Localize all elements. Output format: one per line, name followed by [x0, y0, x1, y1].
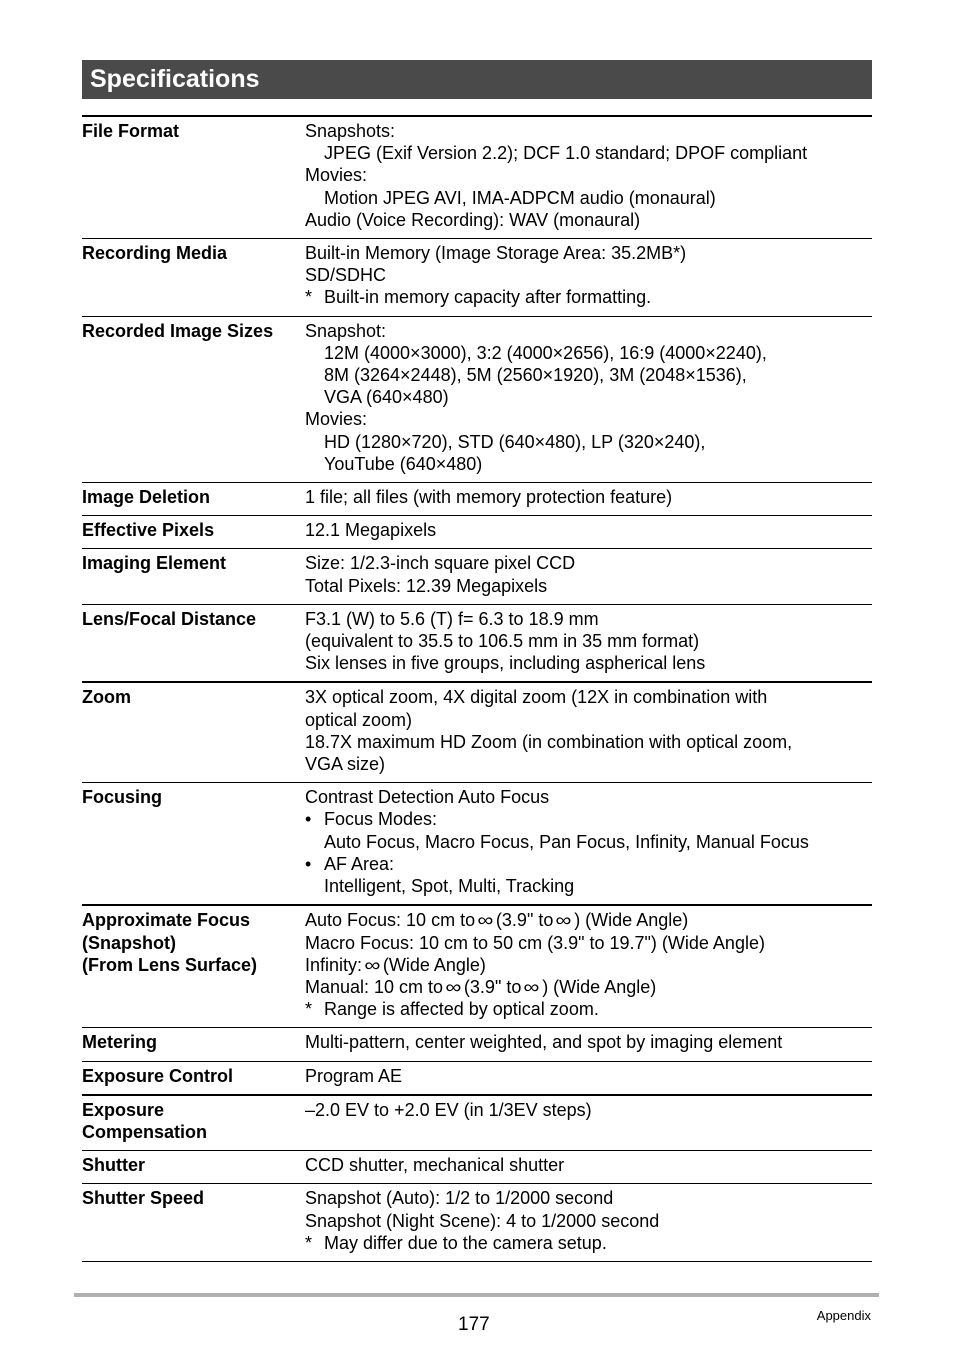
- spec-line: Snapshots:: [305, 121, 396, 141]
- bullet-text: AF Area:: [324, 853, 395, 874]
- spec-line: [305, 954, 872, 976]
- spec-line: –2.0 EV to +2.0 EV (in 1/3EV steps): [305, 1099, 592, 1120]
- text-part: ) (Wide Angle): [574, 910, 689, 931]
- spec-line: [305, 909, 872, 931]
- spec-label: Image Deletion: [82, 487, 211, 508]
- spec-label: [82, 909, 305, 1020]
- spec-line: Total Pixels: 12.39 Megapixels: [305, 575, 548, 596]
- spec-label-line: (Snapshot): [82, 932, 176, 953]
- spec-label: Recording Media: [82, 243, 228, 264]
- spec-value: [305, 786, 872, 897]
- spec-label: Imaging Element: [82, 553, 227, 574]
- spec-label: Lens/Focal Distance: [82, 608, 257, 629]
- spec-line: YouTube (640×480): [324, 453, 483, 474]
- spec-label: Shutter: [82, 1155, 145, 1176]
- spec-row-lens: [82, 605, 872, 684]
- spec-label: Effective Pixels: [82, 520, 215, 541]
- spec-line: SD/SDHC: [305, 265, 387, 286]
- note-mark: *: [305, 999, 313, 1020]
- spec-value: [305, 320, 872, 475]
- spec-note: [305, 998, 872, 1020]
- spec-line: optical zoom): [305, 709, 413, 730]
- spec-line: Macro Focus: 10 cm to 50 cm (3.9" to 19.7") (Wide Angle): [305, 932, 765, 953]
- spec-value: [305, 1031, 872, 1053]
- spec-row-image-sizes: [82, 317, 872, 483]
- spec-line: 3X optical zoom, 4X digital zoom (12X in combination with: [305, 687, 768, 708]
- spec-line: 8M (3264×2448), 5M (2560×1920), 3M (2048×1536),: [324, 365, 747, 386]
- infinity-symbol: ∞: [445, 976, 462, 997]
- spec-line: 12M (4000×3000), 3:2 (4000×2656), 16:9 (4000×2240),: [324, 342, 767, 363]
- spec-row-recording-media: [82, 239, 872, 317]
- spec-row-image-deletion: [82, 483, 872, 516]
- spec-value: [305, 486, 872, 508]
- footer-section-label: Appendix: [816, 1308, 871, 1323]
- spec-line: Snapshot:: [305, 320, 387, 341]
- spec-label: Exposure Control: [82, 1065, 234, 1086]
- spec-line: Movies:: [305, 409, 368, 430]
- spec-line: Snapshot (Auto): 1/2 to 1/2000 second: [305, 1188, 614, 1209]
- spec-table: [82, 115, 872, 1262]
- spec-label: Recorded Image Sizes: [82, 320, 274, 341]
- spec-value: [305, 686, 872, 775]
- spec-row-zoom: [82, 683, 872, 783]
- spec-line: (equivalent to 35.5 to 106.5 mm in 35 mm format): [305, 631, 700, 652]
- text-part: ) (Wide Angle): [542, 976, 657, 997]
- spec-value: [305, 1154, 872, 1176]
- spec-row-file-format: [82, 117, 872, 239]
- spec-bullet-line: [305, 853, 872, 875]
- spec-value: [305, 519, 872, 541]
- note-text: Built-in memory capacity after formatting.: [324, 287, 652, 308]
- spec-line: Movies:: [305, 165, 368, 186]
- spec-line: Six lenses in five groups, including aspherical lens: [305, 653, 706, 674]
- spec-line: VGA (640×480): [324, 387, 449, 408]
- text-part: Auto Focus: 10 cm to: [305, 910, 476, 931]
- spec-row-shutter-speed: [82, 1184, 872, 1262]
- spec-label: Focusing: [82, 787, 162, 808]
- spec-line: Intelligent, Spot, Multi, Tracking: [324, 876, 575, 897]
- spec-value: [305, 1187, 872, 1254]
- footer-divider: [74, 1293, 879, 1297]
- spec-row-exposure-compensation: [82, 1096, 872, 1151]
- spec-line: Audio (Voice Recording): WAV (monaural): [305, 209, 641, 230]
- spec-line: F3.1 (W) to 5.6 (T) f= 6.3 to 18.9 mm: [305, 608, 599, 629]
- spec-row-metering: [82, 1028, 872, 1061]
- spec-row-effective-pixels: [82, 516, 872, 549]
- spec-line: 1 file; all files (with memory protection feature): [305, 487, 673, 508]
- spec-value: [305, 120, 872, 231]
- infinity-symbol: ∞: [477, 910, 494, 931]
- spec-row-approximate-focus: [82, 906, 872, 1028]
- spec-note: [305, 286, 872, 308]
- note-mark: *: [305, 287, 313, 308]
- spec-label: File Format: [82, 121, 180, 141]
- note-text: May differ due to the camera setup.: [324, 1232, 607, 1253]
- spec-line: Size: 1/2.3-inch square pixel CCD: [305, 553, 576, 574]
- spec-line: VGA size): [305, 754, 386, 775]
- text-part: (3.9" to: [495, 910, 554, 931]
- bullet-mark: •: [305, 809, 312, 830]
- spec-row-focusing: [82, 783, 872, 906]
- spec-value: [305, 242, 872, 309]
- spec-line: Snapshot (Night Scene): 4 to 1/2000 second: [305, 1210, 660, 1231]
- infinity-symbol: ∞: [364, 954, 381, 975]
- spec-line: 12.1 Megapixels: [305, 520, 437, 541]
- spec-value: [305, 552, 872, 596]
- spec-line: [305, 976, 872, 998]
- bullet-mark: •: [305, 853, 312, 874]
- spec-row-shutter: [82, 1151, 872, 1184]
- infinity-symbol: ∞: [523, 976, 540, 997]
- spec-line: Motion JPEG AVI, IMA-ADPCM audio (monaural): [324, 187, 716, 208]
- spec-line: JPEG (Exif Version 2.2); DCF 1.0 standard; DPOF compliant: [324, 143, 808, 164]
- spec-label: Metering: [82, 1032, 158, 1053]
- spec-line: Built-in Memory (Image Storage Area: 35.2MB*): [305, 243, 687, 264]
- spec-note: [305, 1232, 872, 1254]
- text-part: Manual: 10 cm to: [305, 976, 444, 997]
- text-part: Infinity:: [305, 954, 363, 975]
- spec-value: [305, 608, 872, 675]
- note-mark: *: [305, 1232, 313, 1253]
- spec-value: [305, 1065, 872, 1087]
- spec-value: [305, 909, 872, 1020]
- spec-label-line: (From Lens Surface): [82, 954, 258, 975]
- text-part: (3.9" to: [463, 976, 522, 997]
- spec-bullet-line: [305, 808, 872, 830]
- section-header: [82, 60, 872, 99]
- spec-label-line: Compensation: [82, 1121, 208, 1142]
- spec-line: CCD shutter, mechanical shutter: [305, 1155, 565, 1176]
- spec-label-line: Approximate Focus: [82, 910, 251, 931]
- spec-label: Zoom: [82, 687, 131, 708]
- spec-line: Multi-pattern, center weighted, and spot by imaging element: [305, 1032, 783, 1053]
- spec-line: Auto Focus, Macro Focus, Pan Focus, Infinity, Manual Focus: [324, 831, 809, 852]
- bullet-text: Focus Modes:: [324, 809, 438, 830]
- spec-label-line: Exposure: [82, 1099, 165, 1120]
- spec-label: Shutter Speed: [82, 1188, 205, 1209]
- infinity-symbol: ∞: [555, 910, 572, 931]
- spec-value: [305, 1099, 872, 1143]
- spec-line: 18.7X maximum HD Zoom (in combination with optical zoom,: [305, 731, 793, 752]
- spec-row-imaging-element: [82, 549, 872, 604]
- spec-line: Contrast Detection Auto Focus: [305, 787, 550, 808]
- spec-line: Program AE: [305, 1065, 403, 1086]
- spec-row-exposure-control: [82, 1062, 872, 1096]
- text-part: (Wide Angle): [382, 954, 486, 975]
- spec-label: [82, 1099, 305, 1143]
- note-text: Range is affected by optical zoom.: [324, 999, 599, 1020]
- spec-line: HD (1280×720), STD (640×480), LP (320×240),: [324, 431, 706, 452]
- page-title: Specifications: [90, 65, 260, 93]
- page-number: 177: [458, 1314, 490, 1335]
